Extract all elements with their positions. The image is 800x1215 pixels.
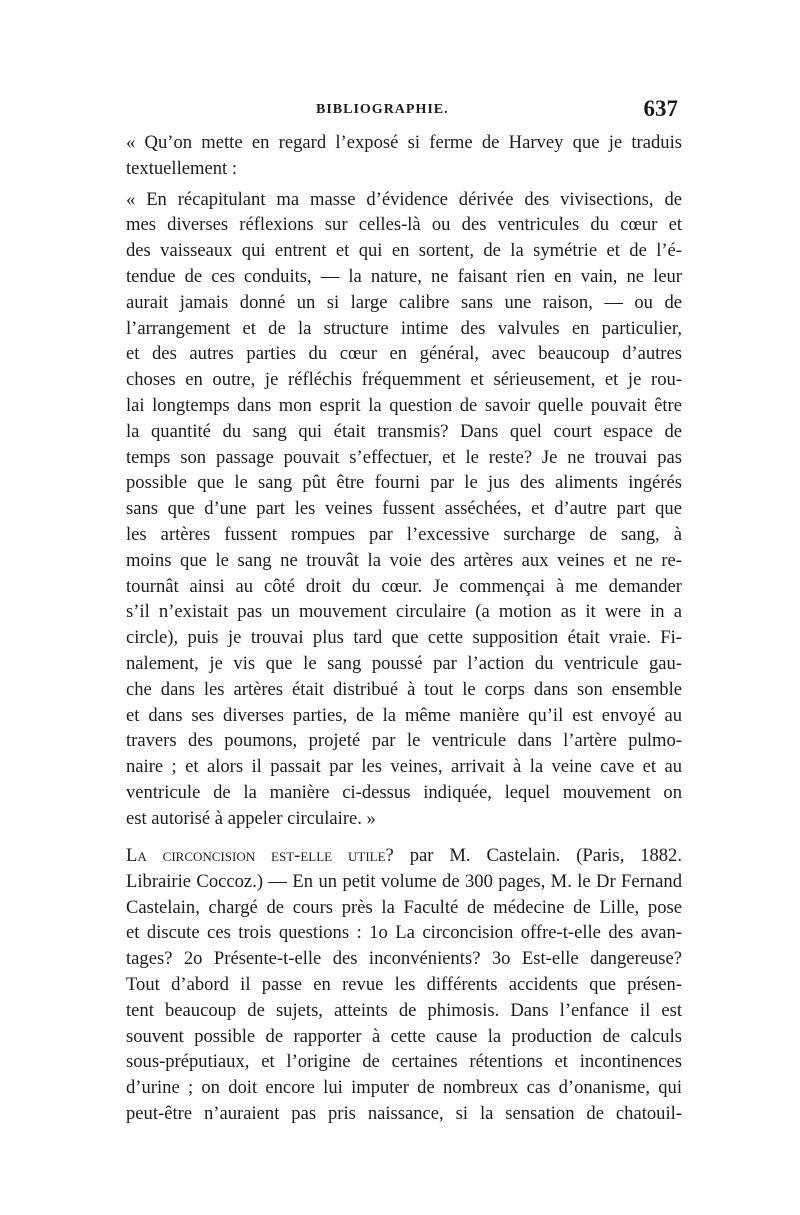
text-line: che dans les artères était distribué à tout le corps dans son ensemble <box>126 678 682 700</box>
running-title: BIBLIOGRAPHIE. <box>316 102 449 117</box>
text-line: est autorisé à appeler circulaire. » <box>126 807 376 829</box>
text-line: s’il n’existait pas un mouvement circulaire (a motion as it were in a <box>126 601 682 623</box>
text-line: et dans ses diverses parties, de la même manière qu’il est envoyé au <box>126 704 682 726</box>
text-line: tendue de ces conduits, — la nature, ne faisant rien en vain, ne leur <box>126 265 682 287</box>
text-line: moins que le sang ne trouvât la voie des artères aux veines et ne re- <box>126 549 682 571</box>
text-line: tournât ainsi au côté droit du cœur. Je commençai à me demander <box>126 575 682 597</box>
page-number: 637 <box>643 96 678 121</box>
text-line: par M. Castelain. (Paris, 1882. <box>409 845 682 866</box>
text-line: Tout d’abord il passe en revue les différents accidents que présen- <box>126 973 682 995</box>
text-line: Castelain, chargé de cours près la Faculté de médecine de Lille, pose <box>126 896 682 918</box>
harvey-passage <box>116 130 682 832</box>
text-line: aurait jamais donné un si large calibre sans une raison, — ou de <box>126 291 682 313</box>
text-line: temps son passage pouvait s’effectuer, et le reste? Je ne trouvai pas <box>126 446 682 468</box>
text-line: choses en outre, je réfléchis fréquemment et sérieusement, et je rou- <box>126 369 682 391</box>
text-line: des vaisseaux qui entrent et qui en sortent, de la symétrie et de l’é- <box>126 240 682 262</box>
text-line: ventricule de la manière ci-dessus indiquée, lequel mouvement on <box>126 781 682 803</box>
text-line: lai longtemps dans mon esprit la question de savoir quelle pouvait être <box>126 394 682 416</box>
text-line: nalement, je vis que le sang poussé par l’action du ventricule gau- <box>126 652 682 674</box>
text-line: les artères fussent rompues par l’excessive surcharge de sang, à <box>126 523 682 545</box>
text-line: Librairie Coccoz.) — En un petit volume de 300 pages, M. le Dr Fernand <box>126 870 682 892</box>
text-line: « En récapitulant ma masse d’évidence dérivée des vivisections, de <box>126 188 682 210</box>
text-line: travers des poumons, projeté par le ventricule dans l’artère pulmo- <box>126 730 682 752</box>
review-paragraph-1 <box>116 843 682 972</box>
text-line: mes diverses réflexions sur celles-là ou des ventricules du cœur et <box>126 214 682 236</box>
book-review <box>116 843 682 1127</box>
review-title: La circoncision est-elle utile? <box>126 845 394 866</box>
text-line: la quantité du sang qui était transmis? Dans quel court espace de <box>126 420 682 442</box>
running-head <box>118 96 682 126</box>
text-line: textuellement : <box>126 157 238 179</box>
text-line: d’urine ; on doit encore lui imputer de nombreux cas d’onanisme, qui <box>126 1077 682 1099</box>
text-line: l’arrangement et de la structure intime des valvules en particulier, <box>126 317 682 339</box>
text-line: sous-préputiaux, et l’origine de certaines rétentions et incontinences <box>126 1051 682 1073</box>
text-line: et des autres parties du cœur en général, avec beaucoup d’autres <box>126 343 682 365</box>
text-line: tent beaucoup de sujets, atteints de phimosis. Dans l’enfance il est <box>126 999 682 1021</box>
review-first-line <box>116 843 682 869</box>
text-line: souvent possible de rapporter à cette cause la production de calculs <box>126 1025 682 1047</box>
harvey-intro <box>116 130 682 182</box>
harvey-quote <box>116 187 682 832</box>
text-line: sans que d’une part les veines fussent asséchées, et d’autre part que <box>126 498 682 520</box>
text-line: « Qu’on mette en regard l’exposé si ferme de Harvey que je traduis <box>126 132 682 153</box>
text-line: et discute ces trois questions : 1o La circoncision offre-t-elle des avan- <box>126 922 682 944</box>
review-paragraph-2 <box>116 972 682 1127</box>
text-line: naire ; et alors il passait par les veines, arrivait à la veine cave et au <box>126 756 682 778</box>
text-line: circle), puis je trouvai plus tard que cette supposition était vraie. Fi- <box>126 627 682 649</box>
text-line: peut-être n’auraient pas pris naissance, si la sensation de chatouil- <box>126 1102 682 1124</box>
text-line: tages? 2o Présente-t-elle des inconvénients? 3o Est-elle dangereuse? <box>126 948 682 970</box>
text-line: possible que le sang pût être fourni par le jus des aliments ingérés <box>126 472 682 494</box>
